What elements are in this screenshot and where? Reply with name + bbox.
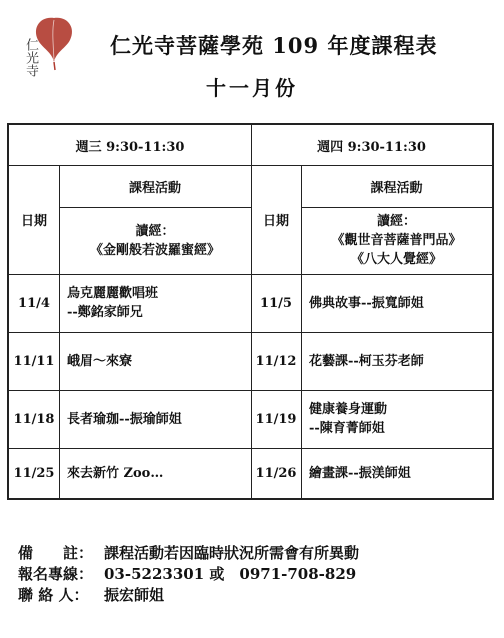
table-row-date: 11/19 (255, 411, 297, 427)
table-row-activity: 烏克麗麗歡唱班 --鄭銘家師兄 (67, 286, 159, 320)
note-phone (18, 564, 359, 585)
page-title: 仁光寺菩薩學苑 109 年度課程表 (110, 33, 438, 58)
note-remark (18, 543, 359, 564)
note-contact (18, 585, 359, 606)
sutra-left: 讀經： 《金剛般若波羅蜜經》 (89, 223, 220, 258)
table-row-activity: 花藝課--柯玉芬老師 (309, 353, 424, 369)
thursday-header: 週四 9:30-11:30 (317, 139, 426, 155)
date-header-left: 日期 (20, 214, 47, 229)
table-row-activity: 健康養身運動 --陳育菁師姐 (309, 402, 388, 436)
table-row-date: 11/4 (18, 295, 50, 311)
date-header-right: 日期 (262, 214, 289, 229)
table-row-date: 11/18 (13, 411, 55, 427)
table-row-activity: 佛典故事--振寬師姐 (309, 295, 424, 311)
footer-notes (18, 543, 359, 606)
table-row-date: 11/11 (13, 353, 55, 369)
logo-text: 仁光寺 (23, 38, 38, 77)
note-value: 課程活動若因臨時狀況所需會有所異動 (104, 544, 360, 562)
table-row-date: 11/25 (13, 465, 55, 481)
note-label: 備 註： (18, 544, 94, 562)
schedule-table (7, 123, 494, 500)
page-subtitle: 十一月份 (206, 76, 298, 100)
note-value: 03-5223301 或 0971-708-829 (104, 565, 357, 583)
note-label: 聯 絡 人： (18, 586, 89, 604)
table-row-activity: 峨眉～來寮 (67, 353, 133, 369)
sutra-right: 讀經： 《觀世音菩薩普門品》 《八大人覺經》 (331, 214, 462, 267)
activity-header-right: 課程活動 (370, 180, 423, 196)
table-row-activity: 來去新竹 Zoo… (67, 465, 164, 481)
wednesday-header: 週三 9:30-11:30 (75, 139, 185, 155)
table-row-date: 11/12 (255, 353, 297, 369)
table-row-activity: 繪畫課--振渼師姐 (309, 465, 411, 481)
note-label: 報名專線： (18, 565, 94, 583)
table-row-date: 11/26 (255, 465, 297, 481)
activity-header-left: 課程活動 (128, 180, 181, 196)
note-value: 振宏師姐 (104, 586, 165, 604)
table-row-date: 11/5 (260, 295, 292, 311)
table-row-activity: 長者瑜珈--振瑜師姐 (67, 411, 182, 427)
